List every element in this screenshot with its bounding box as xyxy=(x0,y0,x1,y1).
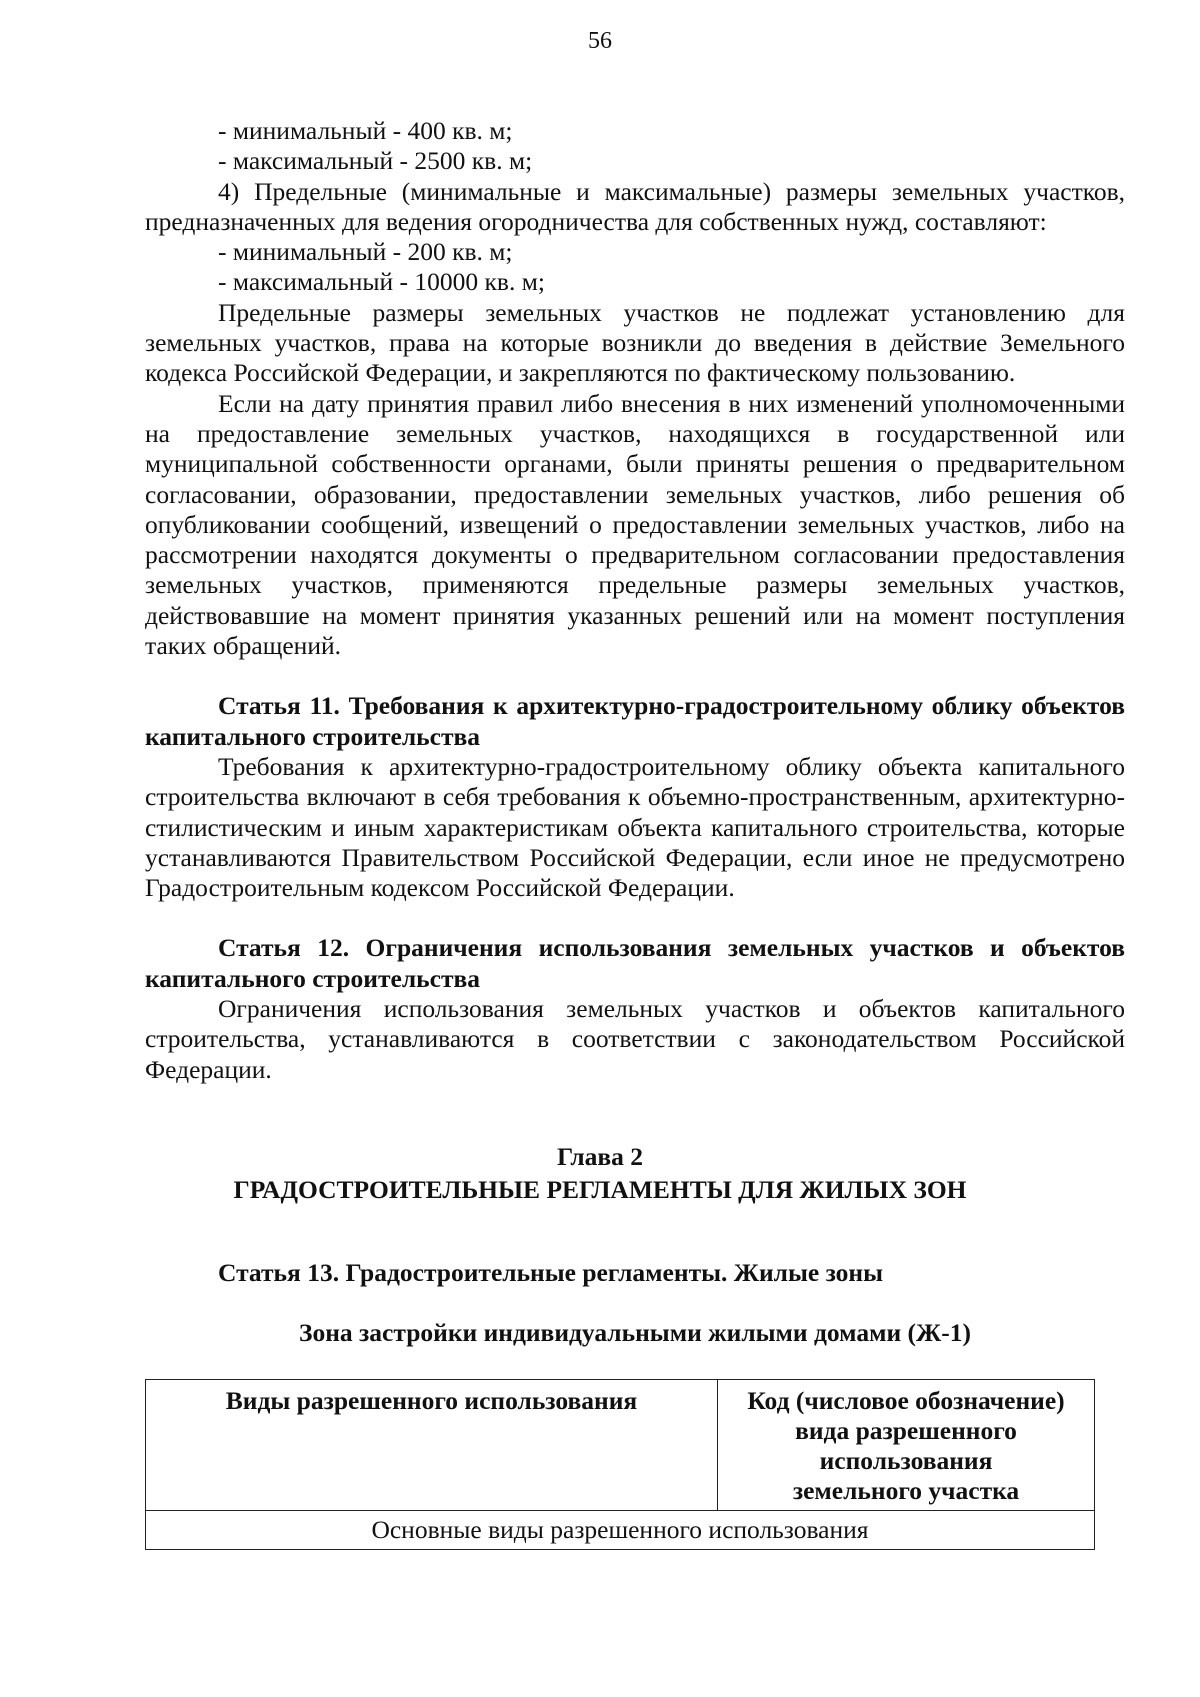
header-use-types: Виды разрешенного использования xyxy=(146,1380,718,1511)
size-minimum-line: - минимальный - 400 кв. м; xyxy=(218,116,513,145)
article-12-heading: Статья 12. Ограничения использования земельных участков и объектов капитального строительства xyxy=(145,933,1125,993)
chapter-title: ГРАДОСТРОИТЕЛЬНЫЕ РЕГЛАМЕНТЫ ДЛЯ ЖИЛЫХ ЗОН xyxy=(233,1175,967,1204)
header-code-line: вида разрешенного xyxy=(795,1416,1017,1445)
chapter-number: Глава 2 xyxy=(556,1142,644,1171)
chapter-heading xyxy=(0,1140,1200,1206)
article-13-heading: Статья 13. Градостроительные регламенты. Жилые зоны xyxy=(218,1258,884,1287)
section-main-uses: Основные виды разрешенного использования xyxy=(146,1511,1095,1550)
header-code-line: земельного участка xyxy=(792,1476,1020,1505)
article-11-heading: Статья 11. Требования к архитектурно-градостроительному облику объектов капитального строительства xyxy=(145,691,1125,751)
paragraph-size-limits: Предельные размеры земельных участков не подлежат установлению для земельных участков, права на которые возникли до введения в действие Земельного кодекса Российской Федерации, и закрепляются по фактическому пользованию. xyxy=(145,297,1125,388)
article-11-text: Требования к архитектурно-градостроительному облику объекта капитального строительства включают в себя требования к объемно-пространственным, архитектурно-стилистическим и иным характеристикам объекта капитального строительства, которые устанавливаются Правительством Российской Федерации, если иное не предусмотрено Градостроительным кодексом Российской Федерации. xyxy=(145,751,1125,903)
document-body xyxy=(145,116,1125,1085)
header-code xyxy=(718,1380,1095,1511)
table-header-row xyxy=(146,1380,1095,1511)
size-maximum-line: - максимальный - 2500 кв. м; xyxy=(218,146,533,176)
garden-minimum-line: - минимальный - 200 кв. м; xyxy=(218,237,513,267)
garden-maximum-line: - максимальный - 10000 кв. м; xyxy=(218,267,545,297)
header-code-line: использования xyxy=(819,1446,993,1475)
paragraph-transitional: Если на дату принятия правил либо внесения в них изменений уполномоченными на предоставление земельных участков, находящихся в государственной или муниципальной собственности органами, были приняты решения о предварительном согласовании, образовании, предоставлении земельных участков, либо решения об опубликовании сообщений, извещений о предоставлении земельных участков, либо на рассмотрении находятся документы о предварительном согласовании предоставления земельных участков, применяются предельные размеры земельных участков, действовавшие на момент принятия указанных решений или на момент поступления таких обращений. xyxy=(145,388,1125,661)
article-12-text: Ограничения использования земельных участков и объектов капитального строительства, устанавливаются в соответствии с законодательством Российской Федерации. xyxy=(145,994,1125,1084)
header-code-line: Код (числовое обозначение) xyxy=(747,1386,1065,1415)
regulations-table xyxy=(145,1379,1095,1550)
zone-title: Зона застройки индивидуальными жилыми домами (Ж-1) xyxy=(299,1318,971,1347)
paragraph-garden-sizes: 4) Предельные (минимальные и максимальные) размеры земельных участков, предназначенных для ведения огородничества для собственных нужд, составляют: xyxy=(145,176,1125,236)
page-number: 56 xyxy=(588,28,612,54)
table-section-row xyxy=(146,1511,1095,1550)
